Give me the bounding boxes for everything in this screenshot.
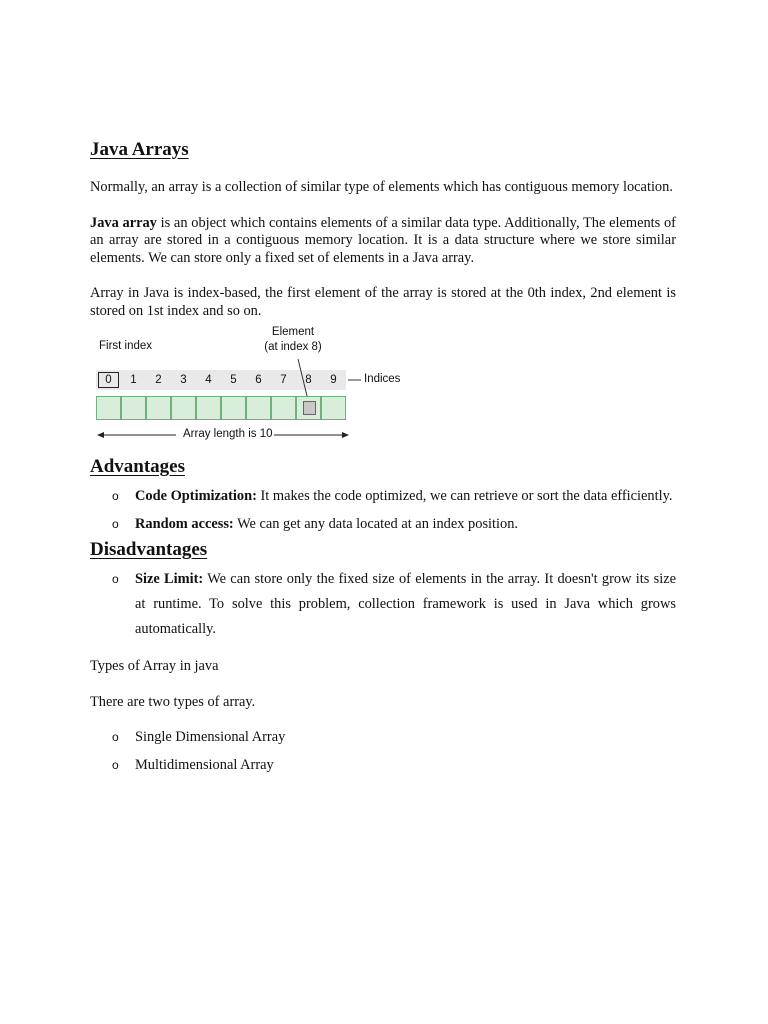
definition-term: Java array <box>90 214 157 231</box>
advantages-list <box>90 484 676 537</box>
item-bold: Size Limit: <box>135 571 204 587</box>
definition-paragraph <box>90 215 676 268</box>
item-text: Multidimensional Array <box>135 757 274 773</box>
definition-text: is an object which contains elements of a similar data type. Additionally, The elements of an array are stored in a contiguous memory location. It is a data structure where we store similar elements. We can store only a fixed set of elements in a Java array. <box>90 214 676 266</box>
document-page <box>90 136 676 778</box>
advantages-heading: Advantages <box>90 456 186 477</box>
intro-paragraph: Normally, an array is a collection of similar type of elements which has contiguous memory location. <box>90 179 673 195</box>
array-cell-0 <box>96 396 121 420</box>
list-item <box>90 725 676 750</box>
element-label-line2: (at index 8) <box>264 341 322 353</box>
disadvantages-list <box>90 567 676 642</box>
index-label-6: 6 <box>255 374 262 386</box>
item-bold: Code Optimization: <box>135 488 257 504</box>
array-cell-5 <box>221 396 246 420</box>
item-text: It makes the code optimized, we can retrieve or sort the data efficiently. <box>256 488 673 504</box>
array-cell-1 <box>121 396 146 420</box>
array-cell-4 <box>196 396 221 420</box>
list-item <box>90 753 676 778</box>
index-label-7: 7 <box>280 374 287 386</box>
array-cell-3 <box>171 396 196 420</box>
length-arrowhead-right <box>342 432 349 438</box>
bullet-glyph: o <box>112 572 119 586</box>
bullet-glyph: o <box>112 758 119 772</box>
bullet-glyph: o <box>112 730 119 744</box>
types-list <box>90 725 676 778</box>
list-item <box>90 484 676 509</box>
element-box <box>303 401 316 415</box>
index-label-5: 5 <box>230 374 237 386</box>
bullet-glyph: o <box>112 517 119 531</box>
item-text: We can store only the fixed size of elements in the array. It doesn't grow its size at runtime. To solve this problem, collection framework is used in Java which grows automatically. <box>135 571 676 637</box>
item-bold: Random access: <box>135 516 234 532</box>
list-item <box>90 567 676 642</box>
array-cell-9 <box>321 396 346 420</box>
index-label-0: 0 <box>96 370 121 390</box>
length-arrowhead-left <box>97 432 104 438</box>
first-index-label: First index <box>99 340 153 352</box>
array-cell-6 <box>246 396 271 420</box>
list-item <box>90 512 676 537</box>
index-label-4: 4 <box>205 374 212 386</box>
index-label-2: 2 <box>155 374 162 386</box>
bullet-glyph: o <box>112 489 119 503</box>
index-paragraph: Array in Java is index-based, the first element of the array is stored at the 0th index, 2nd element is stored on 1st index and so on. <box>90 285 676 319</box>
disadvantages-heading: Disadvantages <box>90 539 208 560</box>
indices-label: Indices <box>364 373 401 385</box>
index-label-1: 1 <box>130 374 137 386</box>
array-cell-8 <box>296 396 321 420</box>
page-title: Java Arrays <box>90 139 189 160</box>
types-heading: Types of Array in java <box>90 658 219 674</box>
array-cell-2 <box>146 396 171 420</box>
array-cell-7 <box>271 396 296 420</box>
types-subtext: There are two types of array. <box>90 693 256 710</box>
array-length-label: Array length is 10 <box>183 428 273 440</box>
element-label-line1: Element <box>271 326 315 338</box>
index-label-3: 3 <box>180 374 187 386</box>
index-label-8: 8 <box>305 374 312 386</box>
item-text: Single Dimensional Array <box>135 729 286 745</box>
array-diagram <box>96 326 426 454</box>
index-label-9: 9 <box>330 374 337 386</box>
item-text: We can get any data located at an index position. <box>233 516 519 532</box>
